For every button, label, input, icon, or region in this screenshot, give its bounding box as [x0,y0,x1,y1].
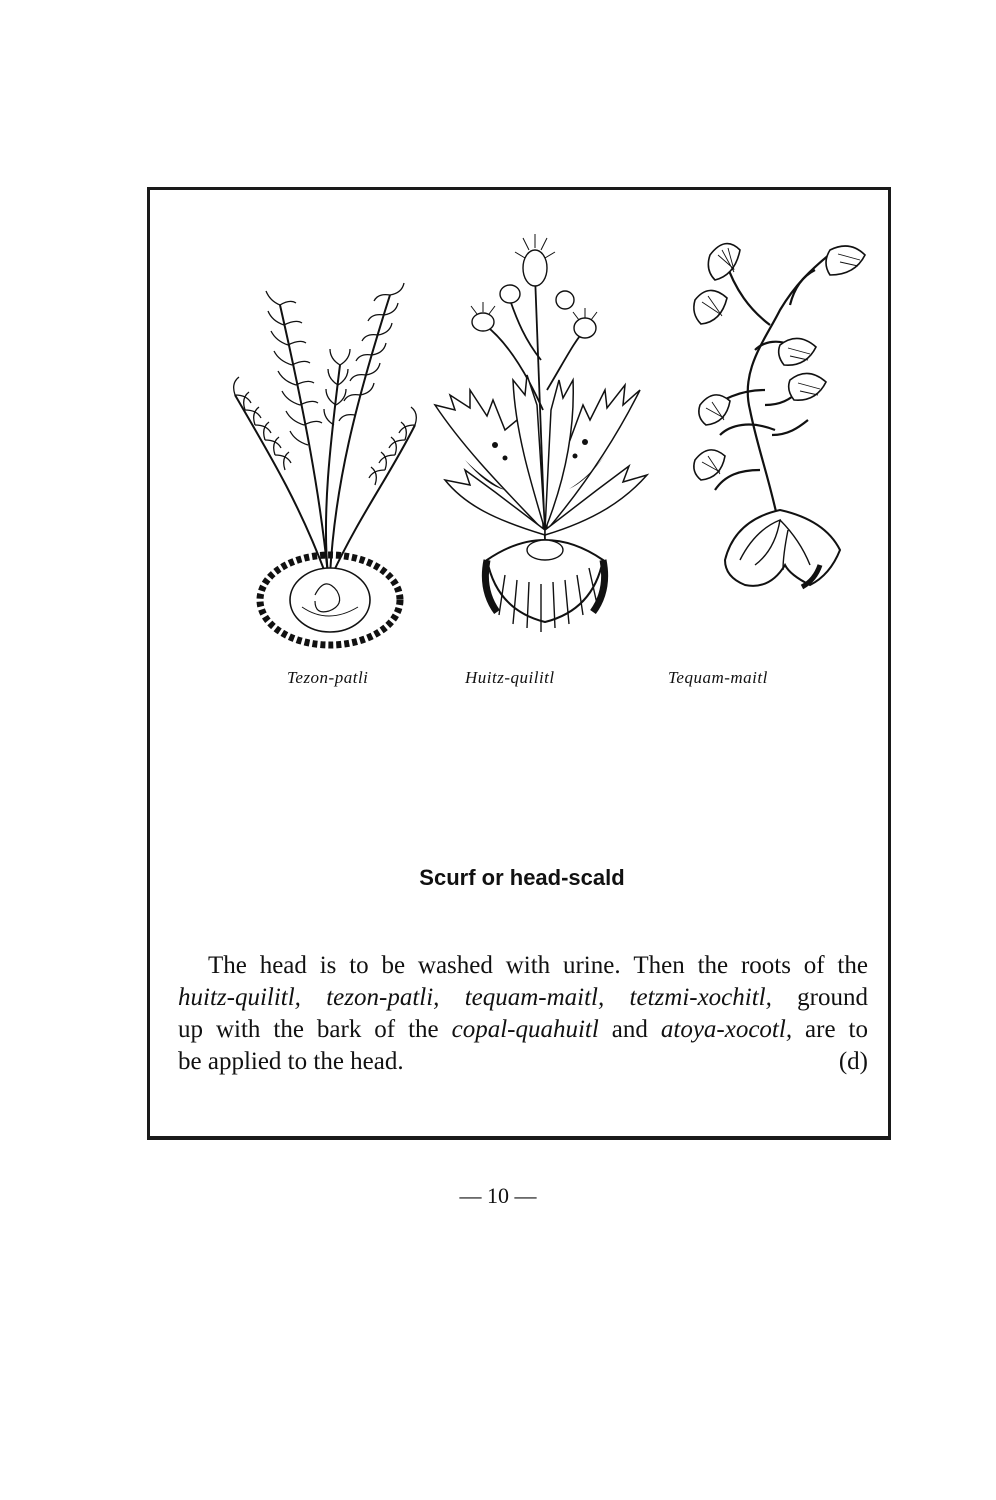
caption-tequam-maitl: Tequam-maitl [668,668,768,687]
illustration-frame [147,187,891,1140]
word: the [837,952,868,979]
word: be [381,952,406,979]
word: with [215,1016,261,1043]
word: to [349,952,369,979]
word: ground [797,984,868,1011]
paragraph-line-4 [178,1046,868,1078]
plant-name: tetzmi-xochitl, [629,984,772,1011]
word: to [848,1016,868,1043]
section-heading: Scurf or head-scald [419,865,625,890]
plant-name: tezon-patli, [326,984,440,1011]
plant-name: copal-quahuitl [451,1016,599,1043]
word: of [803,952,825,979]
plant-name: atoya-xocotl, [660,1016,793,1043]
word: and [611,1016,648,1043]
word: The [208,952,247,979]
plant-name: huitz-quilitl, [178,984,301,1011]
word: Then [633,952,685,979]
word: roots [740,952,791,979]
word: up [178,1016,203,1043]
caption-huitz-quilitl: Huitz-quilitl [465,668,555,687]
word: the [273,1016,304,1043]
word: washed [417,952,493,979]
paragraph-line-2 [178,982,868,1014]
tezon-patli-illustration [210,245,440,655]
word: head [259,952,307,979]
word: the [697,952,729,979]
caption-tezon-patli: Tezon-patli [287,668,369,687]
word: is [319,952,337,979]
source-reference: (d) [838,1048,868,1075]
paragraph-line-1 [178,950,868,982]
plant-illustrations [150,190,894,850]
plant-name: tequam-maitl, [464,984,605,1011]
word: the [408,1016,439,1043]
word: of [374,1016,396,1043]
paragraph-line-3 [178,1014,868,1046]
tequam-maitl-illustration [670,230,880,600]
word: bark [316,1016,362,1043]
remedy-paragraph [178,950,868,1078]
word: with [505,952,551,979]
huitz-quilitl-illustration [425,230,665,655]
word: are [805,1016,836,1043]
word: urine. [562,952,621,979]
paragraph-line-4-text: be applied to the head. [178,1048,404,1075]
page-number: — 10 — [459,1183,537,1208]
